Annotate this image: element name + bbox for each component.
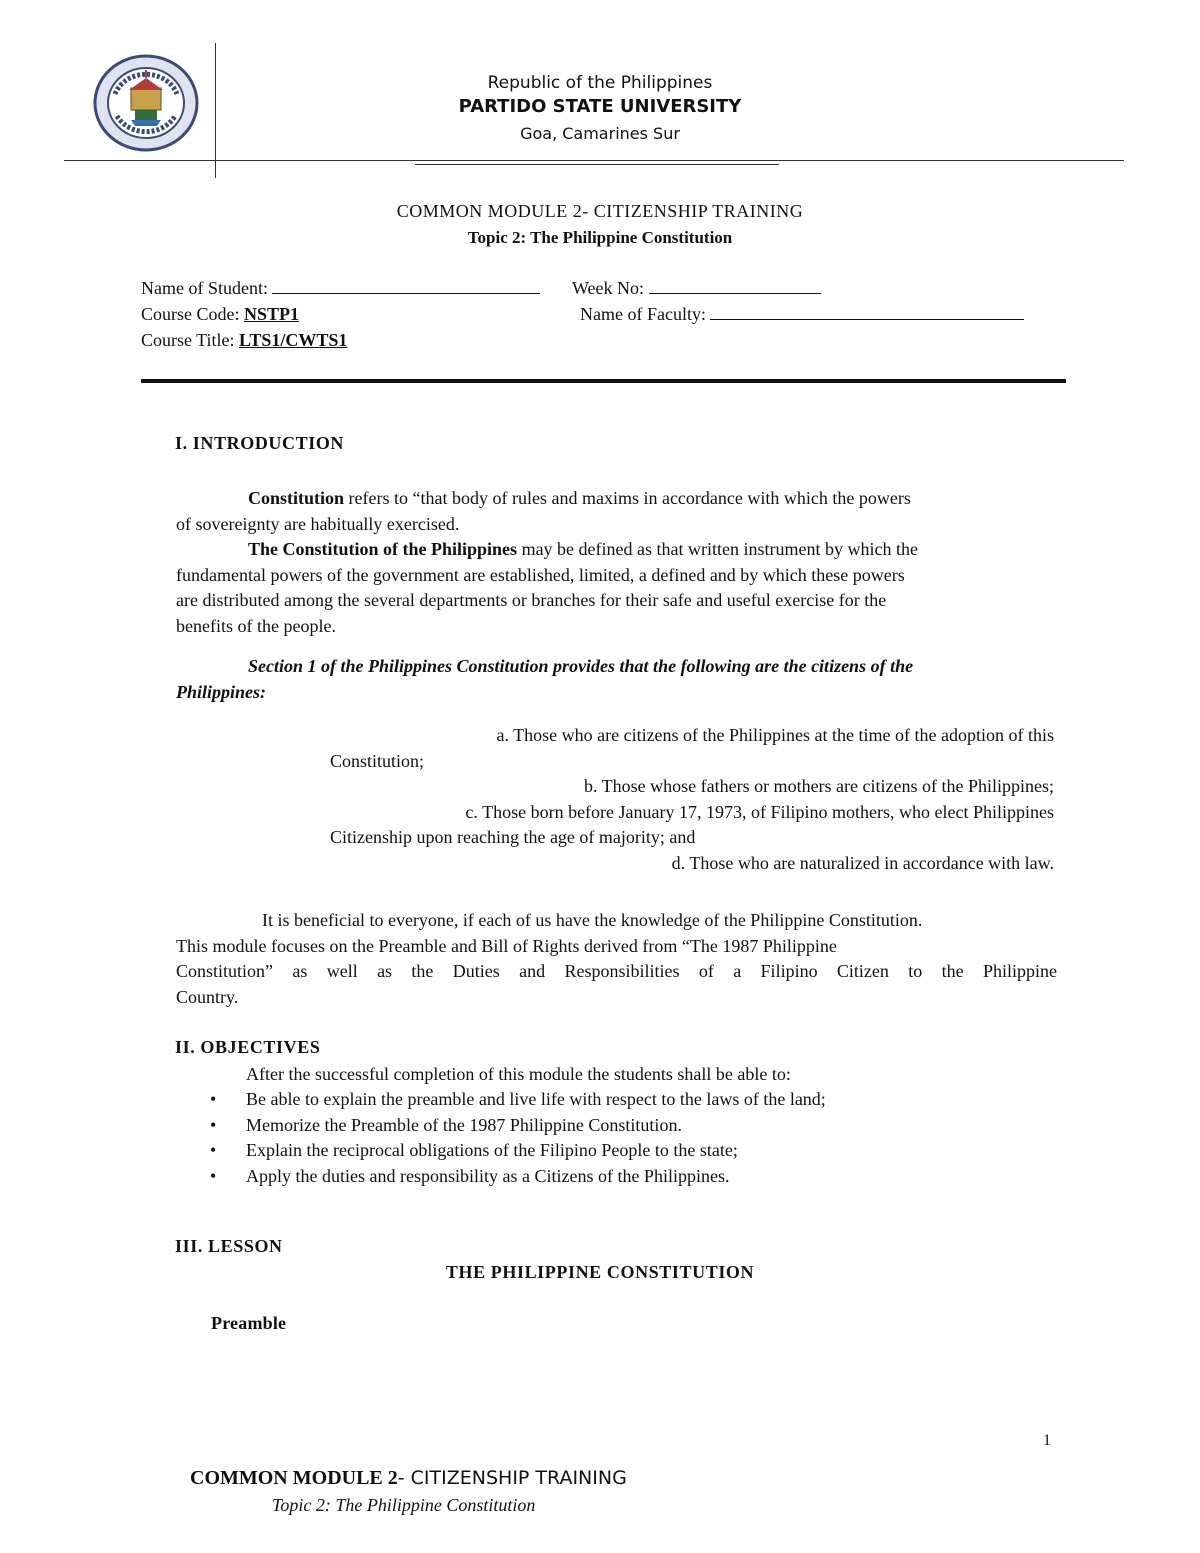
objectives-list — [210, 1087, 1070, 1189]
section-one-paragraph: Section 1 of the Philippines Constitution provides that the following are the citizens of the Philippines: — [176, 656, 914, 702]
philippine-constitution-term: The Constitution of the Philippines — [248, 539, 518, 559]
course-code-value: NSTP1 — [244, 304, 300, 324]
republic-label: Republic of the Philippines — [487, 73, 713, 93]
module-focus-paragraph: It is beneficial to everyone, if each of us have the knowledge of the Philippine Constitution. This module focuses on the Preamble and Bill of Rights derived from “The 1987 Philippine Constitution” as well as the Duties and Responsibilities of a Filipino Citizen to the Philippine Country. — [176, 910, 1057, 1007]
course-title-field — [141, 330, 347, 351]
preamble-heading: Preamble — [211, 1313, 287, 1333]
week-number-field — [572, 278, 821, 299]
faculty-name-label: Name of Faculty: — [580, 304, 706, 324]
header-vertical-divider — [215, 43, 216, 178]
list-item: • Explain the reciprocal obligations of the Filipino People to the state; — [210, 1138, 1070, 1164]
header-horizontal-divider-inner — [415, 164, 779, 165]
bullet-icon: • — [210, 1165, 217, 1186]
section-rule — [141, 379, 1066, 383]
course-title-label: Course Title: — [141, 330, 235, 350]
university-name: PARTIDO STATE UNIVERSITY — [458, 96, 742, 117]
student-name-field — [141, 278, 540, 299]
objectives-lead: After the successful completion of this module the students shall be able to: — [246, 1064, 791, 1084]
bullet-icon: • — [210, 1114, 217, 1135]
module-title: COMMON MODULE 2- CITIZENSHIP TRAINING — [396, 201, 804, 221]
introduction-heading: I. INTRODUCTION — [175, 433, 345, 453]
student-name-label: Name of Student: — [141, 278, 268, 298]
lesson-heading: III. LESSON — [175, 1236, 283, 1256]
course-code-field — [141, 304, 299, 325]
footer-module-title: COMMON MODULE 2- CITIZENSHIP TRAINING — [190, 1467, 627, 1489]
footer-topic-title: Topic 2: The Philippine Constitution — [272, 1495, 536, 1515]
week-number-label: Week No: — [572, 278, 645, 298]
list-item: • Be able to explain the preamble and live life with respect to the laws of the land; — [210, 1087, 1070, 1113]
list-item: c. Those born before January 17, 1973, of Filipino mothers, who elect Philippines — [465, 801, 1054, 822]
faculty-name-blank — [710, 304, 1024, 320]
week-number-blank — [649, 278, 821, 294]
list-item: b. Those whose fathers or mothers are citizens of the Philippines; — [583, 776, 1054, 796]
list-item: d. Those who are naturalized in accordance with law. — [671, 852, 1054, 873]
faculty-name-field — [580, 304, 1024, 325]
course-code-label: Course Code: — [141, 304, 240, 324]
lesson-title: THE PHILIPPINE CONSTITUTION — [445, 1262, 755, 1282]
course-title-value: LTS1/CWTS1 — [239, 330, 348, 350]
constitution-definition-paragraph: Constitution refers to “that body of rules and maxims in accordance with which the powers of sovereignty are habitually exercised. The Constitution of the Philippines may be defined as that written instrument by which the fundamental powers of the government are established, limited, a defined and by which these powers are distributed among the several departments or branches for their safe and useful exercise for the benefits of the people. — [176, 488, 918, 636]
list-item: • Memorize the Preamble of the 1987 Philippine Constitution. — [210, 1113, 1070, 1139]
objectives-heading: II. OBJECTIVES — [175, 1037, 321, 1057]
page-number: 1 — [1043, 1432, 1051, 1449]
student-name-blank — [272, 278, 540, 294]
bullet-icon: • — [210, 1089, 217, 1109]
list-item: • Apply the duties and responsibility as a Citizens of the Philippines. — [210, 1164, 1070, 1190]
constitution-term: Constitution — [248, 488, 345, 508]
bullet-icon: • — [210, 1140, 217, 1160]
list-item: a. Those who are citizens of the Philippines at the time of the adoption of this — [496, 725, 1054, 745]
university-seal-logo — [93, 54, 199, 152]
university-address: Goa, Camarines Sur — [520, 124, 680, 143]
topic-title: Topic 2: The Philippine Constitution — [467, 228, 733, 247]
header-horizontal-divider — [64, 160, 1124, 161]
citizens-list: a. Those who are citizens of the Philippines at the time of the adoption of this Constitution; b. Those whose fathers or mothers are citizens of the Philippines; c. Those born before January 17, 1973, of Filipino mothers, who elect Philippines Citizenship upon reaching the age of majority; and d. Those who are naturalized in accordance with law. — [330, 723, 1054, 876]
